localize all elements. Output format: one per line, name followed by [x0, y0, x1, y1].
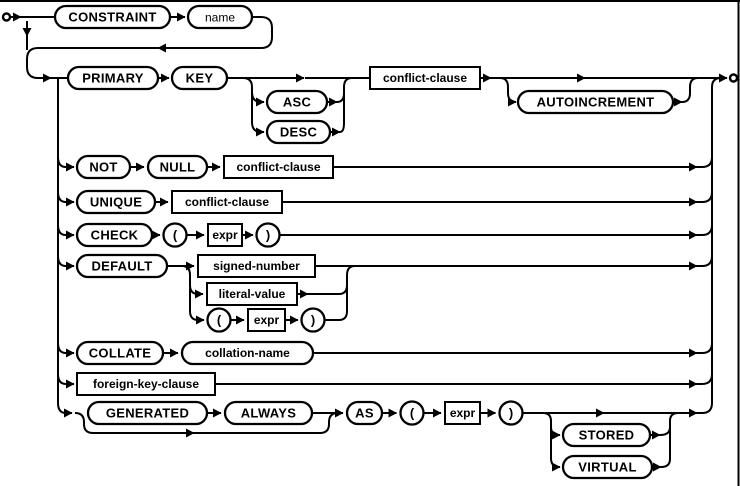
- node-default-open-paren: [208, 309, 231, 332]
- node-constraint: [55, 6, 170, 28]
- node-check-close-paren: [257, 224, 280, 247]
- literal-value-label[interactable]: literal-value: [218, 287, 286, 301]
- node-conflict-clause-primary[interactable]: [370, 67, 480, 89]
- close-paren-label: ): [265, 227, 271, 243]
- constraint-keyword-label: CONSTRAINT: [68, 9, 157, 25]
- conflict-clause-label[interactable]: conflict-clause: [184, 195, 270, 209]
- node-unique: [77, 191, 155, 213]
- node-foreign-key-clause[interactable]: [77, 373, 215, 395]
- node-collate: [77, 342, 163, 364]
- node-literal-value[interactable]: [207, 283, 297, 305]
- always-keyword-label: ALWAYS: [240, 405, 297, 421]
- node-always: [225, 402, 312, 424]
- close-paren-label: ): [508, 405, 514, 421]
- name-literal-label: name: [204, 10, 236, 25]
- open-paren-label: (: [172, 227, 178, 243]
- node-expr-default[interactable]: [248, 309, 285, 331]
- collate-keyword-label: COLLATE: [88, 345, 152, 361]
- virtual-keyword-label: VIRTUAL: [578, 459, 637, 475]
- expr-label[interactable]: expr: [253, 313, 280, 327]
- node-virtual: [563, 456, 652, 478]
- start-terminal-circle: [3, 14, 10, 21]
- key-keyword-label: KEY: [185, 70, 214, 86]
- conflict-clause-label[interactable]: conflict-clause: [236, 160, 321, 174]
- node-signed-number[interactable]: [198, 255, 315, 277]
- node-collation-name: [182, 342, 313, 364]
- asc-keyword-label: ASC: [282, 94, 312, 110]
- node-key: [172, 67, 227, 89]
- expr-label[interactable]: expr: [449, 406, 476, 420]
- node-expr-generated[interactable]: [445, 402, 480, 424]
- primary-keyword-label: PRIMARY: [82, 70, 144, 86]
- unique-keyword-label: UNIQUE: [89, 194, 143, 210]
- stored-keyword-label: STORED: [578, 427, 635, 443]
- node-desc: [267, 121, 330, 143]
- node-generated: [88, 402, 207, 424]
- node-not: [77, 156, 130, 178]
- default-keyword-label: DEFAULT: [91, 258, 153, 274]
- node-as-open-paren: [401, 402, 424, 425]
- node-conflict-clause-notnull[interactable]: [224, 156, 333, 178]
- node-check-open-paren: [164, 224, 187, 247]
- node-name: [188, 6, 252, 28]
- foreign-key-clause-label[interactable]: foreign-key-clause: [92, 377, 200, 391]
- node-as: [347, 402, 382, 424]
- node-primary: [68, 67, 158, 89]
- close-paren-label: ): [310, 312, 316, 328]
- node-stored: [563, 424, 650, 446]
- node-conflict-clause-unique[interactable]: [172, 191, 282, 213]
- node-as-close-paren: [500, 402, 523, 425]
- not-keyword-label: NOT: [89, 159, 118, 175]
- null-keyword-label: NULL: [159, 159, 196, 175]
- end-terminal-circle: [730, 75, 737, 82]
- check-keyword-label: CHECK: [90, 227, 139, 243]
- open-paren-label: (: [216, 312, 222, 328]
- open-paren-label: (: [409, 405, 415, 421]
- desc-keyword-label: DESC: [279, 124, 318, 140]
- as-keyword-label: AS: [355, 405, 374, 421]
- signed-number-label[interactable]: signed-number: [213, 259, 300, 273]
- node-default: [77, 255, 167, 277]
- generated-keyword-label: GENERATED: [105, 405, 190, 421]
- node-default-close-paren: [302, 309, 325, 332]
- node-expr-check[interactable]: [208, 224, 242, 246]
- autoincrement-keyword-label: AUTOINCREMENT: [536, 94, 655, 110]
- node-check: [77, 224, 152, 246]
- node-autoincrement: [518, 91, 673, 113]
- expr-label[interactable]: expr: [212, 228, 238, 242]
- conflict-clause-label[interactable]: conflict-clause: [382, 71, 468, 85]
- collation-name-label: collation-name: [205, 346, 290, 360]
- node-null: [148, 156, 207, 178]
- node-asc: [267, 91, 327, 113]
